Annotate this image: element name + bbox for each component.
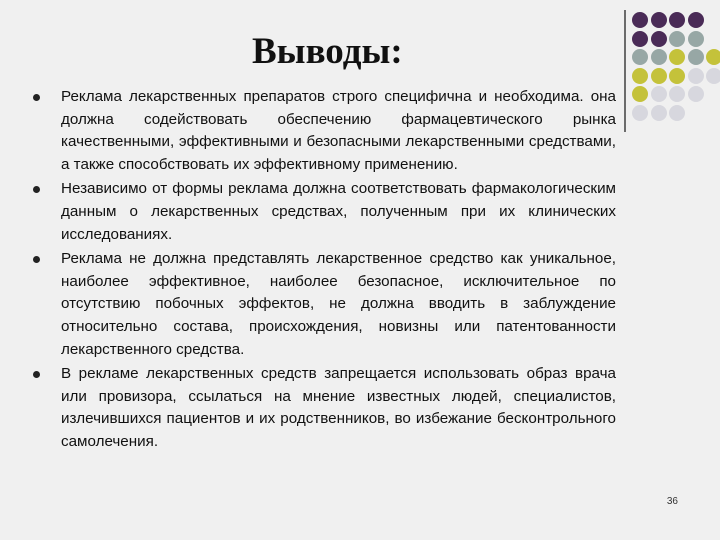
decor-dot-light	[688, 68, 704, 84]
decor-dot-purple	[669, 12, 685, 28]
decor-dot-purple	[632, 12, 648, 28]
bullet-item	[32, 363, 616, 453]
decor-dot-light	[688, 86, 704, 102]
decor-dot-olive	[632, 86, 648, 102]
bullet-text: Независимо от формы реклама должна соответствовать фармакологическим данным о лекарственных средствах, полученным при их клинических исследованиях.	[61, 180, 616, 243]
decor-dot-gray	[669, 31, 685, 47]
decor-dot-gray	[688, 49, 704, 65]
decor-dot-light	[669, 105, 685, 121]
decor-dot-purple	[651, 12, 667, 28]
decor-dot-gray	[632, 49, 648, 65]
decor-dot-olive	[651, 68, 667, 84]
bullet-list	[32, 86, 616, 456]
decor-dot-light	[669, 86, 685, 102]
decor-dot-gray	[651, 49, 667, 65]
vertical-divider-line	[624, 10, 626, 132]
bullet-item	[32, 86, 616, 176]
decor-dot-light	[651, 105, 667, 121]
bullet-item	[32, 248, 616, 361]
decor-dot-olive	[669, 49, 685, 65]
bullet-item	[32, 178, 616, 246]
decor-dot-light	[706, 68, 720, 84]
bullet-text: Реклама не должна представлять лекарственное средство как уникальное, наиболее эффективное, наиболее безопасное, исключительное по отсутствию побочных эффектов, не должна вводить в заблуждение относительно состава, происхождения, новизны или патентованности лекарственного средства.	[61, 250, 616, 358]
decor-dot-light	[651, 86, 667, 102]
decor-dot-light	[632, 105, 648, 121]
decor-dot-gray	[688, 31, 704, 47]
decor-dot-purple	[651, 31, 667, 47]
bullet-dot-icon	[33, 94, 40, 101]
decor-dot-olive	[669, 68, 685, 84]
bullet-dot-icon	[33, 186, 40, 193]
bullet-dot-icon	[33, 371, 40, 378]
page-number: 36	[666, 496, 678, 507]
decor-dot-purple	[688, 12, 704, 28]
decor-dot-olive	[706, 49, 720, 65]
bullet-text: В рекламе лекарственных средств запрещается использовать образ врача или провизора, ссылаться на мнение известных людей, специалистов, излечившихся пациентов и их родственников, во избежание бесконтрольного самолечения.	[61, 365, 616, 450]
decor-dot-olive	[632, 68, 648, 84]
decor-dot-purple	[632, 31, 648, 47]
slide-title: Выводы:	[252, 31, 403, 72]
bullet-text: Реклама лекарственных препаратов строго специфична и необходима. она должна содействовать обеспечению фармацевтического рынка качественными, эффективными и безопасными лекарственными средствами, а также способствовать их эффективному применению.	[61, 88, 616, 173]
bullet-dot-icon	[33, 256, 40, 263]
